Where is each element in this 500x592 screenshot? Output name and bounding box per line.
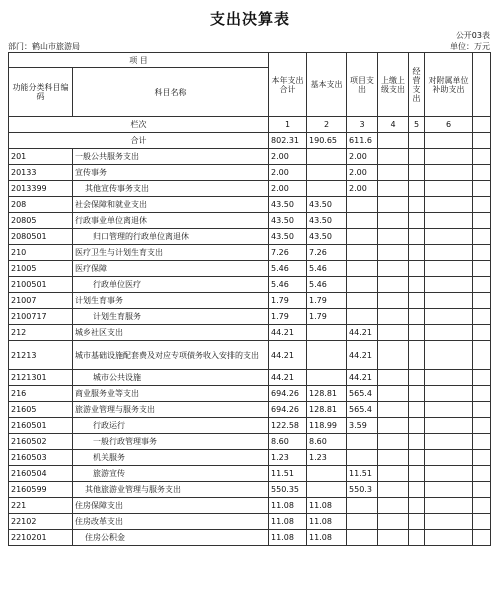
subsidy-cell — [425, 514, 473, 530]
code-cell: 2210201 — [9, 530, 73, 546]
name-cell: 住房保障支出 — [73, 498, 269, 514]
name-cell: 住房公积金 — [73, 530, 269, 546]
blank-cell — [473, 450, 491, 466]
header-total: 本年支出合计 — [269, 53, 307, 117]
total-cell: 44.21 — [269, 370, 307, 386]
project-cell — [347, 498, 378, 514]
business-cell — [409, 261, 425, 277]
business-cell — [409, 277, 425, 293]
total-cell: 43.50 — [269, 197, 307, 213]
upper-cell — [378, 482, 409, 498]
upper-cell — [378, 341, 409, 370]
header-subsidy: 对附属单位补助支出 — [425, 53, 473, 117]
name-cell: 行政运行 — [73, 418, 269, 434]
code-cell: 2160504 — [9, 466, 73, 482]
header-project-exp: 项目支出 — [347, 53, 378, 117]
code-cell: 21605 — [9, 402, 73, 418]
header-basic: 基本支出 — [307, 53, 347, 117]
business-cell — [409, 370, 425, 386]
upper-cell — [378, 213, 409, 229]
basic-cell — [307, 181, 347, 197]
table-row — [9, 341, 491, 370]
table-row — [9, 181, 491, 197]
name-cell: 住房改革支出 — [73, 514, 269, 530]
name-cell: 计划生育服务 — [73, 309, 269, 325]
upper-cell — [378, 402, 409, 418]
name-cell: 城乡社区支出 — [73, 325, 269, 341]
project-cell — [347, 197, 378, 213]
total-business — [409, 133, 425, 149]
project-cell — [347, 434, 378, 450]
subsidy-cell — [425, 165, 473, 181]
header-project: 项 目 — [9, 53, 269, 68]
total-row — [9, 133, 491, 149]
code-cell: 2080501 — [9, 229, 73, 245]
blank-cell — [473, 370, 491, 386]
business-cell — [409, 434, 425, 450]
code-cell: 2121301 — [9, 370, 73, 386]
total-cell: 1.23 — [269, 450, 307, 466]
basic-cell: 7.26 — [307, 245, 347, 261]
subsidy-cell — [425, 434, 473, 450]
table-row — [9, 245, 491, 261]
name-cell: 计划生育事务 — [73, 293, 269, 309]
upper-cell — [378, 197, 409, 213]
basic-cell — [307, 466, 347, 482]
blank-cell — [473, 498, 491, 514]
header-upper: 上缴上级支出 — [378, 53, 409, 117]
total-cell: 5.46 — [269, 261, 307, 277]
project-cell — [347, 213, 378, 229]
name-cell: 机关服务 — [73, 450, 269, 466]
subsidy-cell — [425, 466, 473, 482]
total-cell: 11.51 — [269, 466, 307, 482]
blank-cell — [473, 309, 491, 325]
basic-cell: 1.79 — [307, 293, 347, 309]
basic-cell: 11.08 — [307, 530, 347, 546]
total-cell: 7.26 — [269, 245, 307, 261]
business-cell — [409, 309, 425, 325]
project-cell: 44.21 — [347, 325, 378, 341]
total-blank — [473, 133, 491, 149]
name-cell: 城市公共设施 — [73, 370, 269, 386]
code-cell: 2160502 — [9, 434, 73, 450]
code-cell: 20133 — [9, 165, 73, 181]
table-row — [9, 165, 491, 181]
subsidy-cell — [425, 482, 473, 498]
basic-cell: 128.81 — [307, 386, 347, 402]
upper-cell — [378, 466, 409, 482]
name-cell: 行政事业单位离退休 — [73, 213, 269, 229]
project-cell — [347, 277, 378, 293]
business-cell — [409, 386, 425, 402]
code-cell: 22102 — [9, 514, 73, 530]
header-name: 科目名称 — [73, 68, 269, 117]
basic-cell — [307, 370, 347, 386]
business-cell — [409, 418, 425, 434]
department-label: 部门：鹤山市旅游局 — [8, 42, 80, 51]
total-upper — [378, 133, 409, 149]
table-row — [9, 450, 491, 466]
subsidy-cell — [425, 309, 473, 325]
name-cell: 城市基础设施配套费及对应专项债务收入安排的支出 — [73, 341, 269, 370]
table-row — [9, 197, 491, 213]
name-cell: 一般公共服务支出 — [73, 149, 269, 165]
table-row — [9, 229, 491, 245]
blank-cell — [473, 165, 491, 181]
blank-cell — [473, 229, 491, 245]
subsidy-cell — [425, 341, 473, 370]
blank-cell — [473, 213, 491, 229]
total-value: 802.31 — [269, 133, 307, 149]
code-cell: 20805 — [9, 213, 73, 229]
subsidy-cell — [425, 277, 473, 293]
total-cell: 11.08 — [269, 498, 307, 514]
table-row — [9, 370, 491, 386]
table-row — [9, 402, 491, 418]
basic-cell: 128.81 — [307, 402, 347, 418]
project-cell — [347, 450, 378, 466]
business-cell — [409, 498, 425, 514]
subsidy-cell — [425, 245, 473, 261]
project-cell: 2.00 — [347, 165, 378, 181]
table-row — [9, 514, 491, 530]
code-cell: 21007 — [9, 293, 73, 309]
table-row — [9, 434, 491, 450]
subsidy-cell — [425, 370, 473, 386]
code-cell: 208 — [9, 197, 73, 213]
project-cell: 11.51 — [347, 466, 378, 482]
business-cell — [409, 341, 425, 370]
basic-cell: 11.08 — [307, 514, 347, 530]
total-cell: 11.08 — [269, 530, 307, 546]
table-row — [9, 466, 491, 482]
basic-cell: 8.60 — [307, 434, 347, 450]
table-row — [9, 325, 491, 341]
blank-cell — [473, 181, 491, 197]
basic-cell — [307, 149, 347, 165]
name-cell: 其他宣传事务支出 — [73, 181, 269, 197]
name-cell: 社会保障和就业支出 — [73, 197, 269, 213]
total-cell: 11.08 — [269, 514, 307, 530]
index-blank — [473, 117, 491, 133]
business-cell — [409, 402, 425, 418]
expenditure-table — [8, 52, 491, 546]
subsidy-cell — [425, 530, 473, 546]
basic-cell: 43.50 — [307, 213, 347, 229]
code-cell: 201 — [9, 149, 73, 165]
index-row — [9, 117, 491, 133]
total-cell: 694.26 — [269, 402, 307, 418]
basic-cell: 118.99 — [307, 418, 347, 434]
blank-cell — [473, 149, 491, 165]
code-cell: 2160503 — [9, 450, 73, 466]
blank-cell — [473, 386, 491, 402]
blank-cell — [473, 277, 491, 293]
basic-cell — [307, 165, 347, 181]
name-cell: 商业服务业等支出 — [73, 386, 269, 402]
total-subsidy — [425, 133, 473, 149]
total-project: 611.6 — [347, 133, 378, 149]
table-row — [9, 386, 491, 402]
subsidy-cell — [425, 325, 473, 341]
index-6: 6 — [425, 117, 473, 133]
table-row — [9, 293, 491, 309]
table-row — [9, 418, 491, 434]
upper-cell — [378, 418, 409, 434]
total-cell: 43.50 — [269, 229, 307, 245]
project-cell: 2.00 — [347, 149, 378, 165]
code-cell: 210 — [9, 245, 73, 261]
upper-cell — [378, 386, 409, 402]
subsidy-cell — [425, 197, 473, 213]
business-cell — [409, 325, 425, 341]
business-cell — [409, 213, 425, 229]
upper-cell — [378, 261, 409, 277]
subsidy-cell — [425, 386, 473, 402]
table-row — [9, 149, 491, 165]
table-row — [9, 482, 491, 498]
basic-cell: 5.46 — [307, 261, 347, 277]
subsidy-cell — [425, 229, 473, 245]
total-cell: 44.21 — [269, 325, 307, 341]
blank-cell — [473, 418, 491, 434]
total-cell: 2.00 — [269, 165, 307, 181]
name-cell: 归口管理的行政单位离退休 — [73, 229, 269, 245]
name-cell: 医疗保障 — [73, 261, 269, 277]
blank-cell — [473, 530, 491, 546]
name-cell: 行政单位医疗 — [73, 277, 269, 293]
blank-cell — [473, 261, 491, 277]
project-cell — [347, 514, 378, 530]
code-cell: 212 — [9, 325, 73, 341]
project-cell — [347, 309, 378, 325]
subsidy-cell — [425, 402, 473, 418]
basic-cell: 11.08 — [307, 498, 347, 514]
code-cell: 216 — [9, 386, 73, 402]
upper-cell — [378, 149, 409, 165]
table-row — [9, 498, 491, 514]
business-cell — [409, 197, 425, 213]
table-row — [9, 530, 491, 546]
upper-cell — [378, 277, 409, 293]
upper-cell — [378, 181, 409, 197]
business-cell — [409, 466, 425, 482]
business-cell — [409, 293, 425, 309]
basic-cell: 1.23 — [307, 450, 347, 466]
basic-cell: 43.50 — [307, 197, 347, 213]
basic-cell — [307, 482, 347, 498]
upper-cell — [378, 434, 409, 450]
basic-cell: 5.46 — [307, 277, 347, 293]
code-cell: 2160501 — [9, 418, 73, 434]
project-cell: 44.21 — [347, 341, 378, 370]
table-row — [9, 213, 491, 229]
blank-cell — [473, 514, 491, 530]
index-4: 4 — [378, 117, 409, 133]
business-cell — [409, 165, 425, 181]
subsidy-cell — [425, 181, 473, 197]
index-5: 5 — [409, 117, 425, 133]
table-title: 支出决算表 — [209, 10, 290, 28]
subsidy-cell — [425, 293, 473, 309]
upper-cell — [378, 325, 409, 341]
total-cell: 8.60 — [269, 434, 307, 450]
code-cell: 2100501 — [9, 277, 73, 293]
total-cell: 122.58 — [269, 418, 307, 434]
index-3: 3 — [347, 117, 378, 133]
code-cell: 2013399 — [9, 181, 73, 197]
name-cell: 旅游业管理与服务支出 — [73, 402, 269, 418]
blank-cell — [473, 482, 491, 498]
index-2: 2 — [307, 117, 347, 133]
blank-cell — [473, 434, 491, 450]
upper-cell — [378, 165, 409, 181]
project-cell: 44.21 — [347, 370, 378, 386]
code-cell: 221 — [9, 498, 73, 514]
basic-cell — [307, 341, 347, 370]
table-row — [9, 277, 491, 293]
upper-cell — [378, 450, 409, 466]
total-cell: 5.46 — [269, 277, 307, 293]
total-label: 合计 — [9, 133, 269, 149]
total-cell: 694.26 — [269, 386, 307, 402]
project-cell: 550.3 — [347, 482, 378, 498]
header-business: 经营支出 — [409, 53, 425, 117]
project-cell — [347, 261, 378, 277]
project-cell: 565.4 — [347, 402, 378, 418]
name-cell: 其他旅游业管理与服务支出 — [73, 482, 269, 498]
upper-cell — [378, 498, 409, 514]
total-cell: 44.21 — [269, 341, 307, 370]
business-cell — [409, 245, 425, 261]
header-blank — [473, 53, 491, 117]
subsidy-cell — [425, 149, 473, 165]
name-cell: 宣传事务 — [73, 165, 269, 181]
name-cell: 医疗卫生与计划生育支出 — [73, 245, 269, 261]
total-cell: 43.50 — [269, 213, 307, 229]
total-cell: 1.79 — [269, 293, 307, 309]
basic-cell: 43.50 — [307, 229, 347, 245]
upper-cell — [378, 245, 409, 261]
header-row-1 — [9, 53, 491, 68]
business-cell — [409, 530, 425, 546]
code-cell: 21213 — [9, 341, 73, 370]
project-cell: 565.4 — [347, 386, 378, 402]
upper-cell — [378, 229, 409, 245]
total-cell: 2.00 — [269, 149, 307, 165]
header-code: 功能分类科目编码 — [9, 68, 73, 117]
table-row — [9, 309, 491, 325]
blank-cell — [473, 341, 491, 370]
subsidy-cell — [425, 418, 473, 434]
basic-cell — [307, 325, 347, 341]
project-cell — [347, 229, 378, 245]
upper-cell — [378, 309, 409, 325]
subsidy-cell — [425, 498, 473, 514]
upper-cell — [378, 370, 409, 386]
subsidy-cell — [425, 213, 473, 229]
total-cell: 550.35 — [269, 482, 307, 498]
upper-cell — [378, 293, 409, 309]
total-cell: 1.79 — [269, 309, 307, 325]
index-label: 栏次 — [9, 117, 269, 133]
business-cell — [409, 149, 425, 165]
business-cell — [409, 482, 425, 498]
index-1: 1 — [269, 117, 307, 133]
project-cell: 2.00 — [347, 181, 378, 197]
form-number: 公开03表 — [455, 31, 490, 40]
blank-cell — [473, 466, 491, 482]
blank-cell — [473, 325, 491, 341]
name-cell: 一般行政管理事务 — [73, 434, 269, 450]
basic-cell: 1.79 — [307, 309, 347, 325]
total-cell: 2.00 — [269, 181, 307, 197]
total-basic: 190.65 — [307, 133, 347, 149]
subsidy-cell — [425, 261, 473, 277]
business-cell — [409, 450, 425, 466]
code-cell: 21005 — [9, 261, 73, 277]
project-cell — [347, 293, 378, 309]
upper-cell — [378, 530, 409, 546]
blank-cell — [473, 197, 491, 213]
name-cell: 旅游宣传 — [73, 466, 269, 482]
business-cell — [409, 514, 425, 530]
upper-cell — [378, 514, 409, 530]
project-cell: 3.59 — [347, 418, 378, 434]
project-cell — [347, 245, 378, 261]
table-row — [9, 261, 491, 277]
business-cell — [409, 229, 425, 245]
subsidy-cell — [425, 450, 473, 466]
blank-cell — [473, 245, 491, 261]
code-cell: 2160599 — [9, 482, 73, 498]
code-cell: 2100717 — [9, 309, 73, 325]
blank-cell — [473, 402, 491, 418]
unit-label: 单位：万元 — [450, 42, 490, 51]
project-cell — [347, 530, 378, 546]
business-cell — [409, 181, 425, 197]
blank-cell — [473, 293, 491, 309]
